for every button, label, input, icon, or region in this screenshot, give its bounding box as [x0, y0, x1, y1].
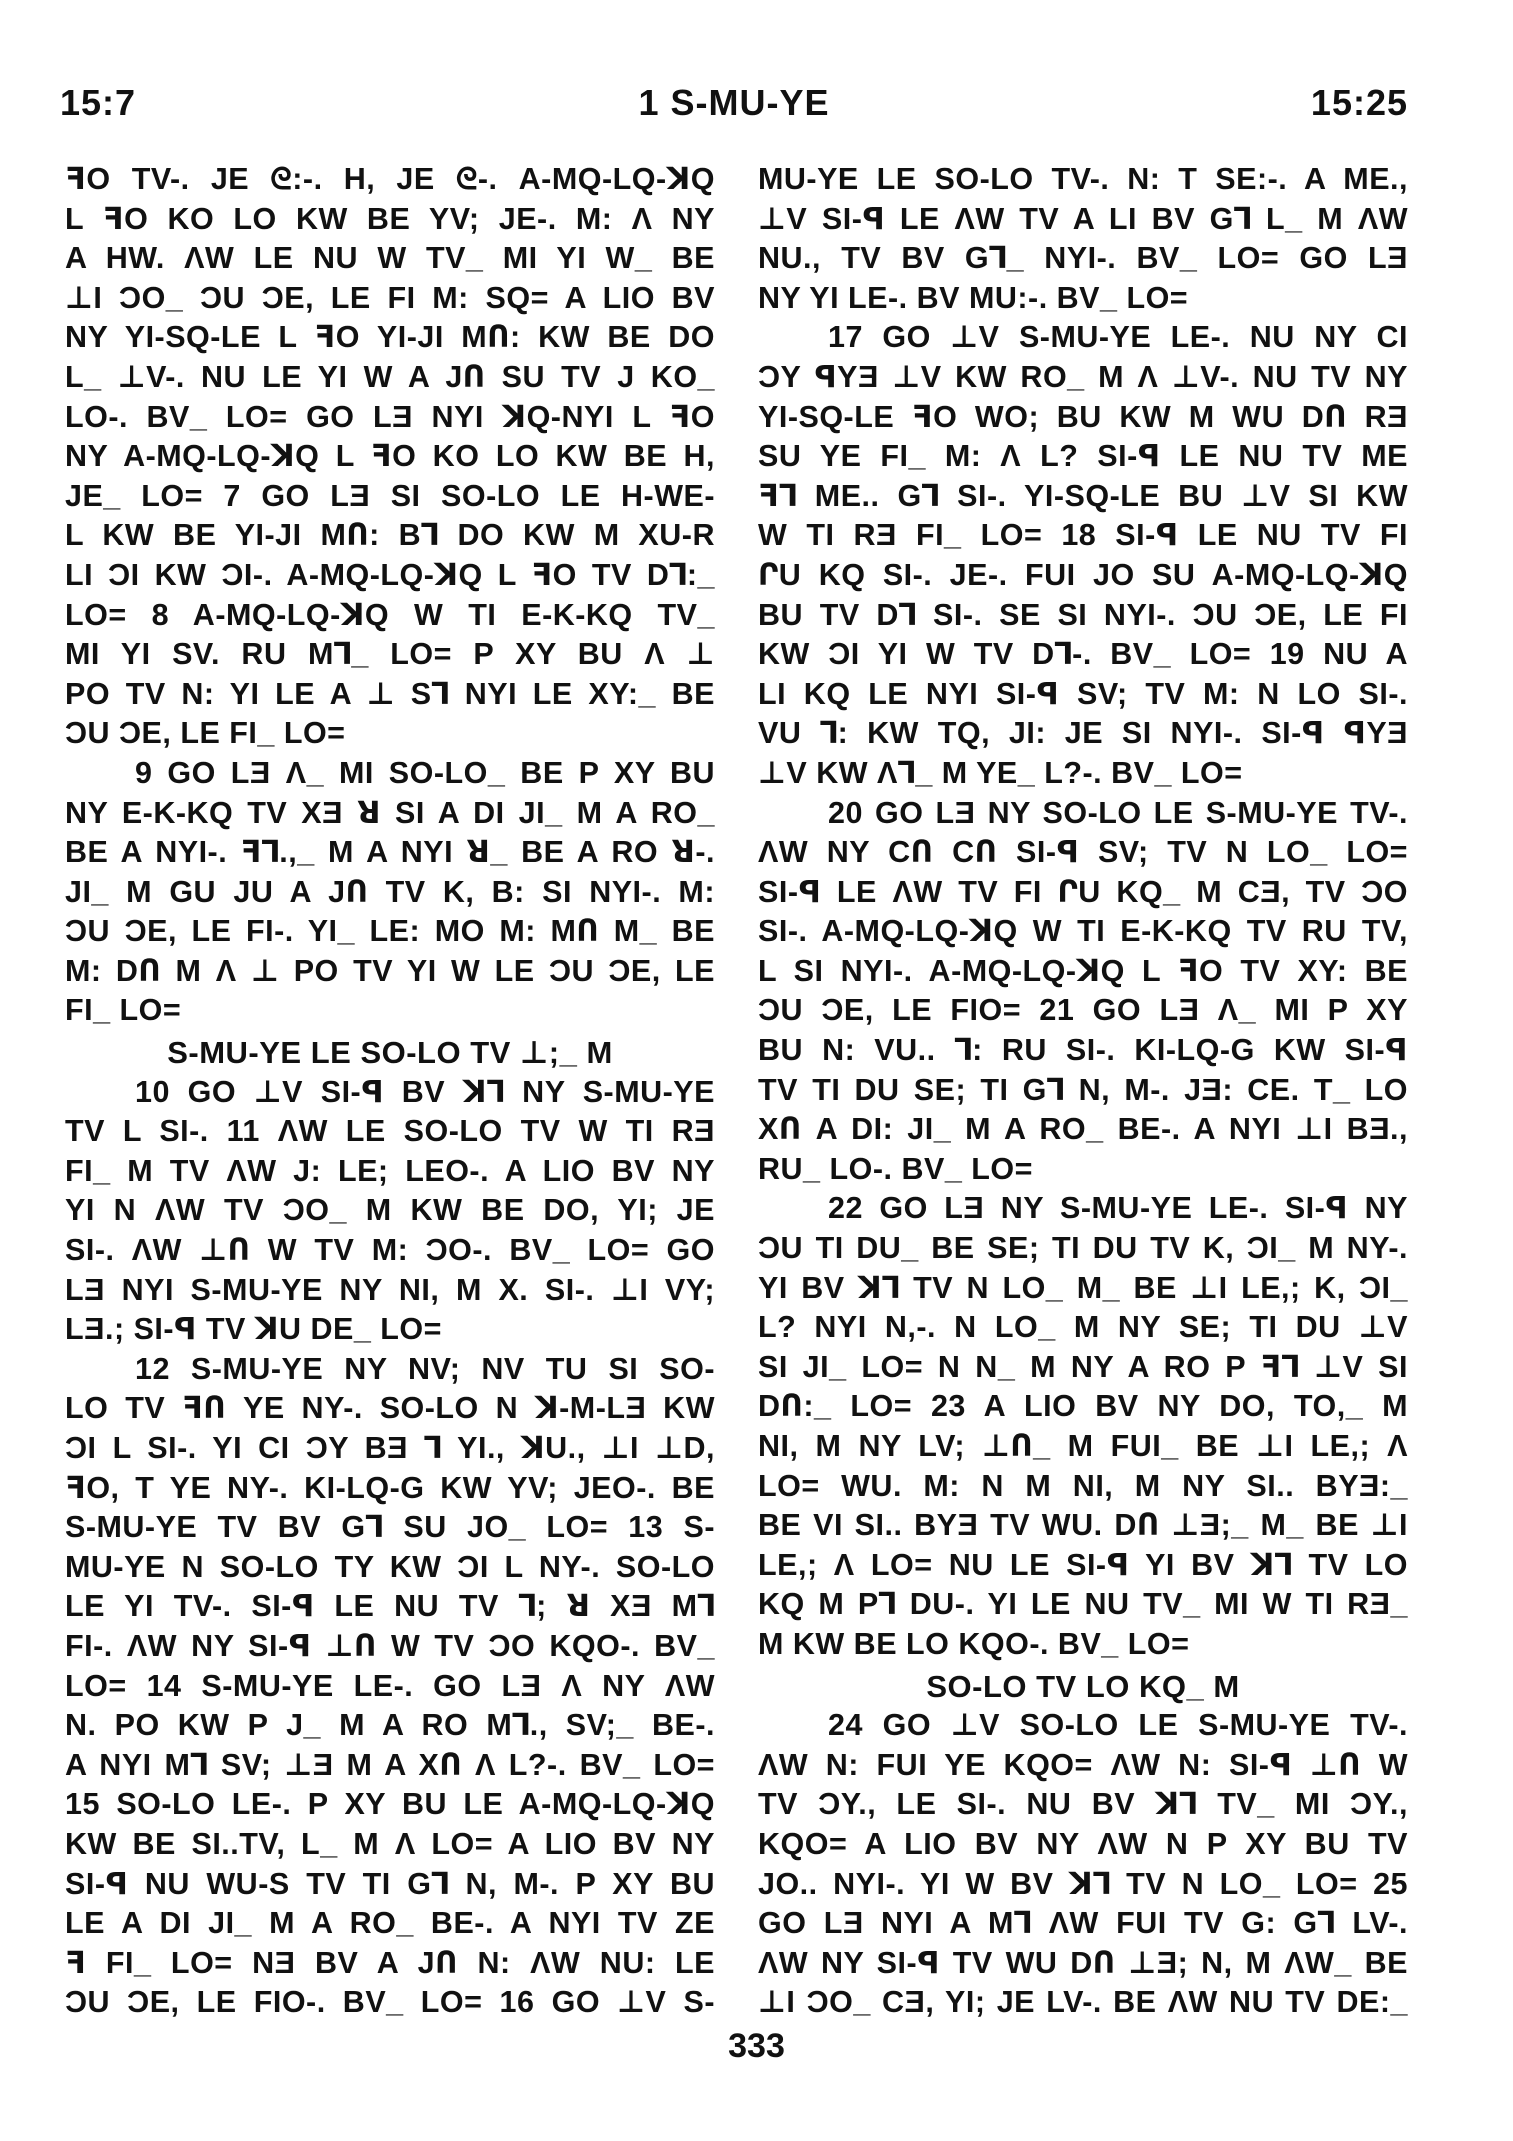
text-line: JO.. NYI-. YI W BV ꓘ⅂ TV N LO_ LO= 25	[758, 1866, 1408, 1901]
paragraph-end-line: M KW BE LO KQO-. BV_ LO=	[758, 1626, 1190, 1661]
text-line: FI_ M TV ΛW J: LE; LEO-. A LIO BV NY	[65, 1153, 715, 1188]
text-line: LE A DI JI_ M A RO_ BE-. A NYI TV ZE	[65, 1906, 715, 1941]
text-line: KQO= A LIO BV NY ΛW N P XY BU TV	[758, 1826, 1408, 1861]
text-line: ƆI L SI-. YI CI ƆY BƎ ⅂ YI., ꓘU., ⊥I ⊥D,	[65, 1431, 715, 1465]
text-line: YI-SQ-LE ꟻO WO; BU KW M WU DՈ RƎ	[758, 399, 1408, 434]
text-line: N. PO KW P J_ M A RO M⅂., SV;_ BE-.	[65, 1708, 715, 1743]
text-line: TV ƆY., LE SI-. NU BV ꓘ⅂ TV_ MI ƆY.,	[758, 1787, 1408, 1822]
right-text-column	[758, 160, 1408, 2023]
text-line: TV TI DU SE; TI G⅂ N, M-. JƎ: CE. T_ LO	[758, 1072, 1408, 1107]
text-line: BU N: VU.. ⅂: RU SI-. KI-LQ-G KW SI-ꟼ	[758, 1033, 1408, 1068]
text-line: ƆU TI DU_ BE SE; TI DU TV K, ƆI_ M NY-.	[758, 1231, 1408, 1266]
text-line: LE,; Λ LO= NU LE SI-ꟼ YI BV ꓘ⅂ TV LO	[758, 1547, 1408, 1582]
text-line: A HW. ΛW LE NU W TV_ MI YI W_ BE	[65, 241, 715, 276]
text-line: SI-ꟼ LE ΛW TV FI ՐU KQ_ M CƎ, TV ƆO	[758, 874, 1408, 909]
text-line: LO= 14 S-MU-YE LE-. GO LƎ Λ NY ΛW	[65, 1668, 715, 1703]
text-line: BE VI SI.. BYƎ TV WU. DՈ ⊥Ǝ;_ M_ BE ⊥I	[758, 1508, 1408, 1543]
header-start-reference: 15:7	[60, 82, 137, 123]
text-line: MU-YE LE SO-LO TV-. N: T SE:-. A ME.,	[758, 162, 1408, 196]
text-line: ꟻ⅂ ME.. G⅂ SI-. YI-SQ-LE BU ⊥V SI KW	[758, 478, 1408, 513]
verse-paragraph-start: 12 S-MU-YE NY NV; NV TU SI SO-	[135, 1351, 715, 1386]
text-line: ꟻO, T YE NY-. KI-LQ-G KW YV; JEO-. BE	[65, 1470, 715, 1505]
text-line: LO= WU. M: N M NI, M NY SI.. BYƎ:_	[758, 1468, 1408, 1503]
verse-paragraph-start: 24 GO ⊥V SO-LO LE S-MU-YE TV-.	[828, 1708, 1408, 1743]
paragraph-end-line: ⊥V KW Λ⅂_ M YE_ L?-. BV_ LO=	[758, 755, 1243, 790]
verse-paragraph-start: 22 GO LƎ NY S-MU-YE LE-. SI-ꟼ NY	[828, 1191, 1408, 1226]
text-line: YI BV ꓘ⅂ TV N LO_ M_ BE ⊥I LE,; K, ƆI_	[758, 1270, 1408, 1305]
text-line: LO= 8 A-MQ-LQ-ꓘQ W TI E-K-KQ TV_	[65, 597, 715, 632]
text-line: ƆU ƆE, LE FIO= 21 GO LƎ Λ_ MI P XY	[758, 993, 1408, 1028]
text-line: L? NYI N,-. N LO_ M NY SE; TI DU ⊥V	[758, 1310, 1408, 1345]
text-line: SI-. ΛW ⊥Ո W TV M: ƆO-. BV_ LO= GO	[65, 1233, 715, 1268]
text-line: L_ ⊥V-. NU LE YI W A JՈ SU TV J KO_	[65, 359, 715, 394]
text-line: JE_ LO= 7 GO LƎ SI SO-LO LE H-WE-	[65, 478, 715, 513]
text-line: KW BE SI..TV, L_ M Λ LO= A LIO BV NY	[65, 1826, 715, 1861]
text-line: SI JI_ LO= N N_ M NY A RO P ꟻ⅂ ⊥V SI	[758, 1349, 1408, 1384]
text-line: LI KQ LE NYI SI-ꟼ SV; TV M: N LO SI-.	[758, 676, 1408, 711]
text-line: ꟻ FI_ LO= NƎ BV A JՈ N: ΛW NU: LE	[65, 1945, 715, 1980]
text-line: ⊥V SI-ꟼ LE ΛW TV A LI BV G⅂ L_ M ΛW	[758, 201, 1408, 236]
text-line: ꟻO TV-. JE ᘓ:-. H, JE ᘓ-. A-MQ-LQ-ꓘQ	[65, 162, 715, 196]
text-line: S-MU-YE TV BV G⅂ SU JO_ LO= 13 S-	[65, 1510, 715, 1545]
text-line: ΛW NY CՈ CՈ SI-ꟼ SV; TV N LO_ LO=	[758, 835, 1408, 870]
text-line: LI ƆI KW ƆI-. A-MQ-LQ-ꓘQ L ꟻO TV D⅂:_	[65, 557, 715, 592]
paragraph-end-line: LƎ.; SI-ꟼ TV ꓘU DE_ LO=	[65, 1312, 442, 1347]
text-line: ΛW NY SI-ꟼ TV WU DՈ ⊥Ǝ; N, M ΛW_ BE	[758, 1945, 1408, 1980]
text-line: L KW BE YI-JI MՈ: B⅂ DO KW M XU-R	[65, 518, 715, 553]
paragraph-end-line: NY YI LE-. BV MU:-. BV_ LO=	[758, 280, 1189, 315]
text-line: LƎ NYI S-MU-YE NY NI, M X. SI-. ⊥I VY;	[65, 1272, 715, 1307]
verse-paragraph-start: 9 GO LƎ Λ_ MI SO-LO_ BE P XY BU	[135, 755, 715, 790]
paragraph-end-line: RU_ LO-. BV_ LO=	[758, 1151, 1033, 1186]
text-line: LE YI TV-. SI-ꟼ LE NU TV ⅂; ꓤ XƎ M⅂	[65, 1589, 715, 1624]
text-line: KQ M P⅂ DU-. YI LE NU TV_ MI W TI RƎ_	[758, 1587, 1408, 1622]
text-line: DՈ:_ LO= 23 A LIO BV NY DO, TO,_ M	[758, 1389, 1408, 1424]
text-line: KW ƆI YI W TV D⅂-. BV_ LO= 19 NU A	[758, 637, 1408, 672]
text-line: PO TV N: YI LE A ⊥ S⅂ NYI LE XY:_ BE	[65, 676, 715, 711]
text-line: LO-. BV_ LO= GO LƎ NYI ꓘQ-NYI L ꟻO	[65, 399, 715, 434]
text-line: BE A NYI-. ꟻ⅂.,_ M A NYI ꓤ_ BE A RO ꓤ-.	[65, 835, 715, 870]
section-heading: SO-LO TV LO KQ_ M	[926, 1668, 1240, 1704]
text-line: ƆU ƆE, LE FIO-. BV_ LO= 16 GO ⊥V S-	[65, 1985, 715, 2020]
text-line: W TI RƎ FI_ LO= 18 SI-ꟼ LE NU TV FI	[758, 518, 1408, 553]
text-line: 15 SO-LO LE-. P XY BU LE A-MQ-LQ-ꓘQ	[65, 1787, 715, 1822]
text-line: LO TV ꟻՈ YE NY-. SO-LO N ꓘ-M-LƎ KW	[65, 1391, 715, 1426]
section-heading: S-MU-YE LE SO-LO TV ⊥;_ M	[167, 1035, 613, 1071]
text-line: L SI NYI-. A-MQ-LQ-ꓘQ L ꟻO TV XY: BE	[758, 953, 1408, 988]
header-book-title: 1 S-MU-YE	[638, 82, 830, 123]
text-line: ՐU KQ SI-. JE-. FUI JO SU A-MQ-LQ-ꓘQ	[758, 557, 1408, 592]
page-number: 333	[728, 2027, 785, 2065]
text-line: ΛW N: FUI YE KQO= ΛW N: SI-ꟼ ⊥Ո W	[758, 1747, 1408, 1782]
text-line: ƆU ƆE, LE FI-. YI_ LE: MO M: MՈ M_ BE	[65, 914, 715, 949]
text-line: M: DՈ M Λ ⊥ PO TV YI W LE ƆU ƆE, LE	[65, 953, 715, 988]
text-line: VU ⅂: KW TQ, JI: JE SI NYI-. SI-ꟼ ꟼYƎ	[758, 716, 1408, 751]
text-line: SU YE FI_ M: Λ L? SI-ꟼ LE NU TV ME	[758, 439, 1408, 474]
text-line: NY YI-SQ-LE L ꟻO YI-JI MՈ: KW BE DO	[65, 320, 715, 355]
text-line: TV L SI-. 11 ΛW LE SO-LO TV W TI RƎ	[65, 1114, 715, 1149]
text-line: A NYI M⅂ SV; ⊥Ǝ M A XՈ Λ L?-. BV_ LO=	[65, 1747, 715, 1782]
text-line: NI, M NY LV; ⊥Ո_ M FUI_ BE ⊥I LE,; Λ	[758, 1429, 1408, 1463]
text-line: JI_ M GU JU A JՈ TV K, B: SI NYI-. M:	[65, 874, 715, 909]
text-line: FI-. ΛW NY SI-ꟼ ⊥Ո W TV ƆO KQO-. BV_	[65, 1628, 715, 1663]
text-line: ⊥I ƆO_ CƎ, YI; JE LV-. BE ΛW NU TV DE:_	[758, 1985, 1408, 2020]
verse-paragraph-start: 17 GO ⊥V S-MU-YE LE-. NU NY CI	[828, 320, 1408, 355]
text-line: ƆY ꟼYƎ ⊥V KW RO_ M Λ ⊥V-. NU TV NY	[758, 359, 1408, 394]
header-end-reference: 15:25	[1310, 82, 1408, 123]
text-line: NY E-K-KQ TV XƎ ꓤ SI A DI JI_ M A RO_	[65, 795, 715, 830]
text-line: YI N ΛW TV ƆO_ M KW BE DO, YI; JE	[65, 1193, 715, 1228]
text-line: L ꟻO KO LO KW BE YV; JE-. M: Λ NY	[65, 201, 715, 236]
text-line: NY A-MQ-LQ-ꓘQ L ꟻO KO LO KW BE H,	[65, 439, 715, 474]
verse-paragraph-start: 20 GO LƎ NY SO-LO LE S-MU-YE TV-.	[828, 795, 1408, 830]
text-line: SI-. A-MQ-LQ-ꓘQ W TI E-K-KQ TV RU TV,	[758, 914, 1408, 949]
paragraph-end-line: ƆU ƆE, LE FI_ LO=	[65, 716, 346, 751]
running-header	[60, 82, 1408, 132]
text-line: XՈ A DI: JI_ M A RO_ BE-. A NYI ⊥I BƎ.,	[758, 1112, 1408, 1147]
text-line: MU-YE N SO-LO TY KW ƆI L NY-. SO-LO	[65, 1549, 715, 1584]
text-line: NU., TV BV G⅂_ NYI-. BV_ LO= GO LƎ	[758, 241, 1408, 276]
text-line: MI YI SV. RU M⅂_ LO= P XY BU Λ ⊥	[65, 637, 715, 672]
text-line: BU TV D⅂ SI-. SE SI NYI-. ƆU ƆE, LE FI	[758, 597, 1408, 632]
text-line: SI-ꟼ NU WU-S TV TI G⅂ N, M-. P XY BU	[65, 1866, 715, 1901]
paragraph-end-line: FI_ LO=	[65, 993, 182, 1028]
text-line: ⊥I ƆO_ ƆU ƆE, LE FI M: SQ= A LIO BV	[65, 280, 715, 315]
text-line: GO LƎ NYI A M⅂ ΛW FUI TV G: G⅂ LV-.	[758, 1906, 1408, 1941]
left-text-column	[65, 160, 715, 2023]
verse-paragraph-start: 10 GO ⊥V SI-ꟼ BV ꓘ⅂ NY S-MU-YE	[135, 1074, 715, 1109]
